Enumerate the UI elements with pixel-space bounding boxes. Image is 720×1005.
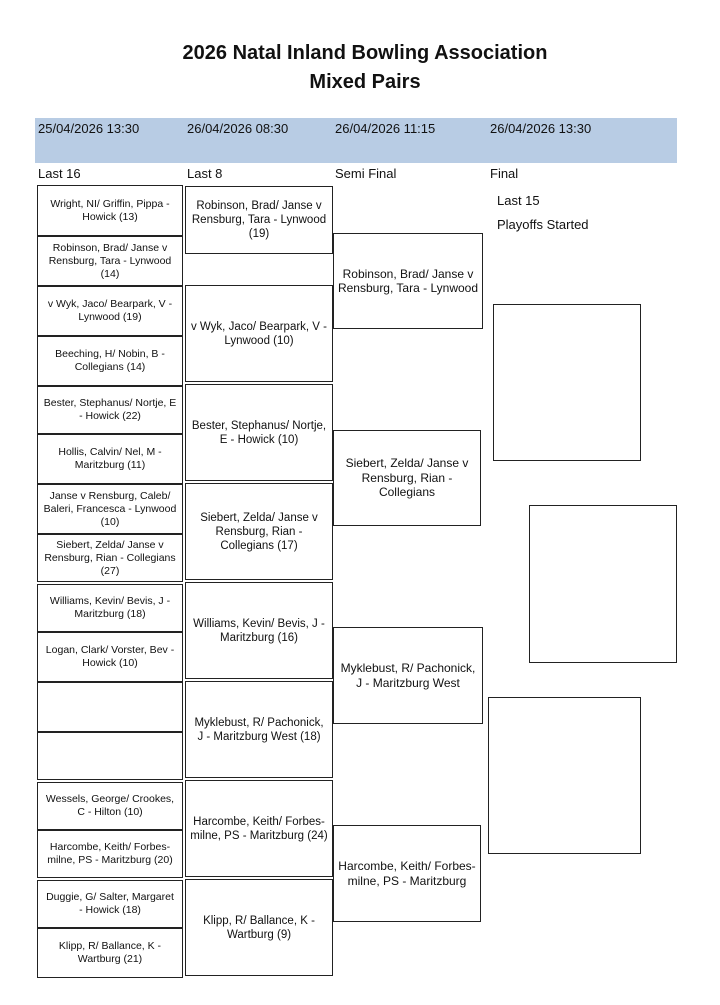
semi-entry: Myklebust, R/ Pachonick, J - Maritzburg West: [333, 627, 483, 724]
round-heading-final: Final: [490, 166, 519, 181]
last16-entry: Duggie, G/ Salter, Margaret - Howick (18): [37, 880, 183, 928]
last16-entry: Klipp, R/ Ballance, K - Wartburg (21): [37, 928, 183, 978]
last16-entry: Robinson, Brad/ Janse v Rensburg, Tara - Lynwood (14): [37, 236, 183, 286]
last8-entry: v Wyk, Jaco/ Bearpark, V - Lynwood (10): [185, 285, 333, 382]
last16-entry: Hollis, Calvin/ Nel, M - Maritzburg (11): [37, 434, 183, 484]
last8-entry: Siebert, Zelda/ Janse v Rensburg, Rian - Collegians (17): [185, 483, 333, 580]
final-entry-empty: [493, 304, 641, 461]
last8-entry: Williams, Kevin/ Bevis, J - Maritzburg (16): [185, 582, 333, 679]
last8-entry: Myklebust, R/ Pachonick, J - Maritzburg West (18): [185, 681, 333, 778]
round-heading-last8: Last 8: [187, 166, 223, 181]
last16-entry: Logan, Clark/ Vorster, Bev - Howick (10): [37, 632, 183, 682]
last8-entry: Klipp, R/ Ballance, K - Wartburg (9): [185, 879, 333, 976]
round-date-semi: 26/04/2026 11:15: [335, 121, 436, 136]
final-entry-empty: [529, 505, 677, 663]
semi-entry: Harcombe, Keith/ Forbes-milne, PS - Maritzburg: [333, 825, 481, 922]
last16-entry-empty: [37, 682, 183, 732]
last16-entry-empty: [37, 732, 183, 780]
last16-entry: Harcombe, Keith/ Forbes-milne, PS - Maritzburg (20): [37, 830, 183, 878]
round-date-last16: 25/04/2026 13:30: [38, 121, 140, 136]
final-entry-empty: [488, 697, 641, 854]
round-date-final: 26/04/2026 13:30: [490, 121, 592, 136]
round-date-last8: 26/04/2026 08:30: [187, 121, 289, 136]
page-subtitle: Mixed Pairs: [309, 71, 421, 93]
status-stage: Last 15: [497, 193, 540, 208]
last16-entry: Williams, Kevin/ Bevis, J - Maritzburg (18): [37, 584, 183, 632]
round-heading-last16: Last 16: [38, 166, 81, 181]
round-heading-semi: Semi Final: [335, 166, 397, 181]
last8-entry: Robinson, Brad/ Janse v Rensburg, Tara - Lynwood (19): [185, 186, 333, 254]
status-message: Playoffs Started: [497, 217, 589, 232]
last16-entry: Wessels, George/ Crookes, C - Hilton (10): [37, 782, 183, 830]
last16-entry: Janse v Rensburg, Caleb/ Baleri, Francesca - Lynwood (10): [37, 484, 183, 534]
last16-entry: Siebert, Zelda/ Janse v Rensburg, Rian - Collegians (27): [37, 534, 183, 582]
semi-entry: Siebert, Zelda/ Janse v Rensburg, Rian - Collegians: [333, 430, 481, 526]
last16-entry: Wright, NI/ Griffin, Pippa - Howick (13): [37, 185, 183, 236]
semi-entry: Robinson, Brad/ Janse v Rensburg, Tara - Lynwood: [333, 233, 483, 329]
last16-entry: v Wyk, Jaco/ Bearpark, V - Lynwood (19): [37, 286, 183, 336]
page-title: 2026 Natal Inland Bowling Association: [182, 42, 548, 64]
last8-entry: Bester, Stephanus/ Nortje, E - Howick (10): [185, 384, 333, 481]
last16-entry: Bester, Stephanus/ Nortje, E - Howick (22): [37, 386, 183, 434]
last16-entry: Beeching, H/ Nobin, B - Collegians (14): [37, 336, 183, 386]
last8-entry: Harcombe, Keith/ Forbes-milne, PS - Maritzburg (24): [185, 780, 333, 877]
